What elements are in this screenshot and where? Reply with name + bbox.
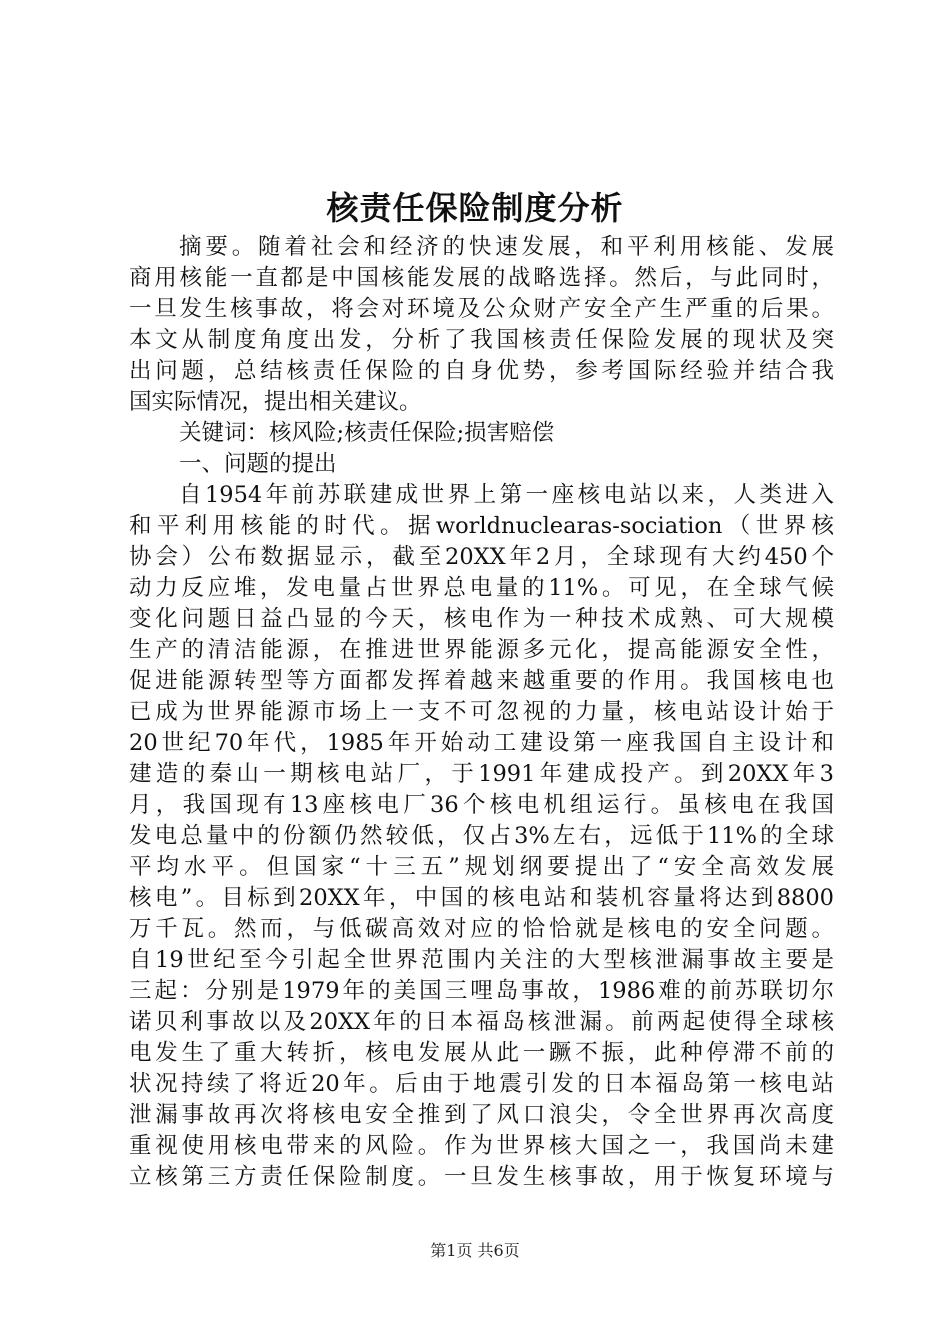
section-heading: 一、问题的提出 [179,451,337,477]
paragraph-line: 生产的清洁能源，在推进世界能源多元化，提高能源安全性， [129,637,834,663]
page-footer: 第1页 共6页 [430,1241,520,1260]
paragraph-line: 摘要。随着社会和经济的快速发展，和平利用核能、发展 [179,234,834,260]
paragraph-line: 促进能源转型等方面都发挥着越来越重要的作用。我国核电也 [129,668,834,694]
paragraph-line: 协会）公布数据显示，截至20XX年2月，全球现有大约450个 [129,544,834,570]
paragraph-line: 动力反应堆，发电量占世界总电量的11%。可见，在全球气候 [129,575,834,601]
paragraph-line: 发电总量中的份额仍然较低，仅占3%左右，远低于11%的全球 [129,823,834,849]
paragraph-line: 本文从制度角度出发，分析了我国核责任保险发展的现状及突 [129,327,834,353]
paragraph-line: 已成为世界能源市场上一支不可忽视的力量，核电站设计始于 [129,699,834,725]
paragraph-line: 核电”。目标到20XX年，中国的核电站和装机容量将达到8800 [129,885,834,911]
paragraph-line: 20世纪70年代，1985年开始动工建设第一座我国自主设计和 [129,730,834,756]
paragraph-line: 变化问题日益凸显的今天，核电作为一种技术成熟、可大规模 [129,606,834,632]
paragraph-line: 泄漏事故再次将核电安全推到了风口浪尖，令全世界再次高度 [129,1102,834,1128]
paragraph-line: 重视使用核电带来的风险。作为世界核大国之一，我国尚未建 [129,1133,834,1159]
paragraph-line: 商用核能一直都是中国核能发展的战略选择。然后，与此同时， [129,265,834,291]
paragraph-line: 诺贝利事故以及20XX年的日本福岛核泄漏。前两起使得全球核 [129,1009,834,1035]
paragraph-line: 一旦发生核事故，将会对环境及公众财产安全产生严重的后果。 [129,296,834,322]
paragraph-line: 三起：分别是1979年的美国三哩岛事故，1986难的前苏联切尔 [129,978,834,1004]
paragraph-line: 万千瓦。然而，与低碳高效对应的恰恰就是核电的安全问题。 [129,916,834,942]
paragraph-line: 电发生了重大转折，核电发展从此一蹶不振，此种停滞不前的 [129,1040,834,1066]
paragraph-line: 国实际情况，提出相关建议。 [129,389,422,415]
paragraph-line: 平均水平。但国家“十三五”规划纲要提出了“安全高效发展 [129,854,834,880]
paragraph-line: 自1954年前苏联建成世界上第一座核电站以来，人类进入 [179,482,834,508]
paragraph-line: 自19世纪至今引起全世界范围内关注的大型核泄漏事故主要是 [129,947,834,973]
document-body [129,232,834,1193]
paragraph-line: 和平利用核能的时代。据worldnuclearas-sociation（世界核 [129,513,834,539]
paragraph-line: 建造的秦山一期核电站厂，于1991年建成投产。到20XX年3 [129,761,834,787]
paragraph-line: 立核第三方责任保险制度。一旦发生核事故，用于恢复环境与 [129,1164,834,1190]
paragraph-line: 状况持续了将近20年。后由于地震引发的日本福岛第一核电站 [129,1071,834,1097]
paragraph-line: 月，我国现有13座核电厂36个核电机组运行。虽核电在我国 [129,792,834,818]
keywords-line: 关键词：核风险;核责任保险;损害赔偿 [179,420,555,446]
document-title: 核责任保险制度分析 [326,189,624,227]
paragraph-line: 出问题，总结核责任保险的自身优势，参考国际经验并结合我 [129,358,834,384]
